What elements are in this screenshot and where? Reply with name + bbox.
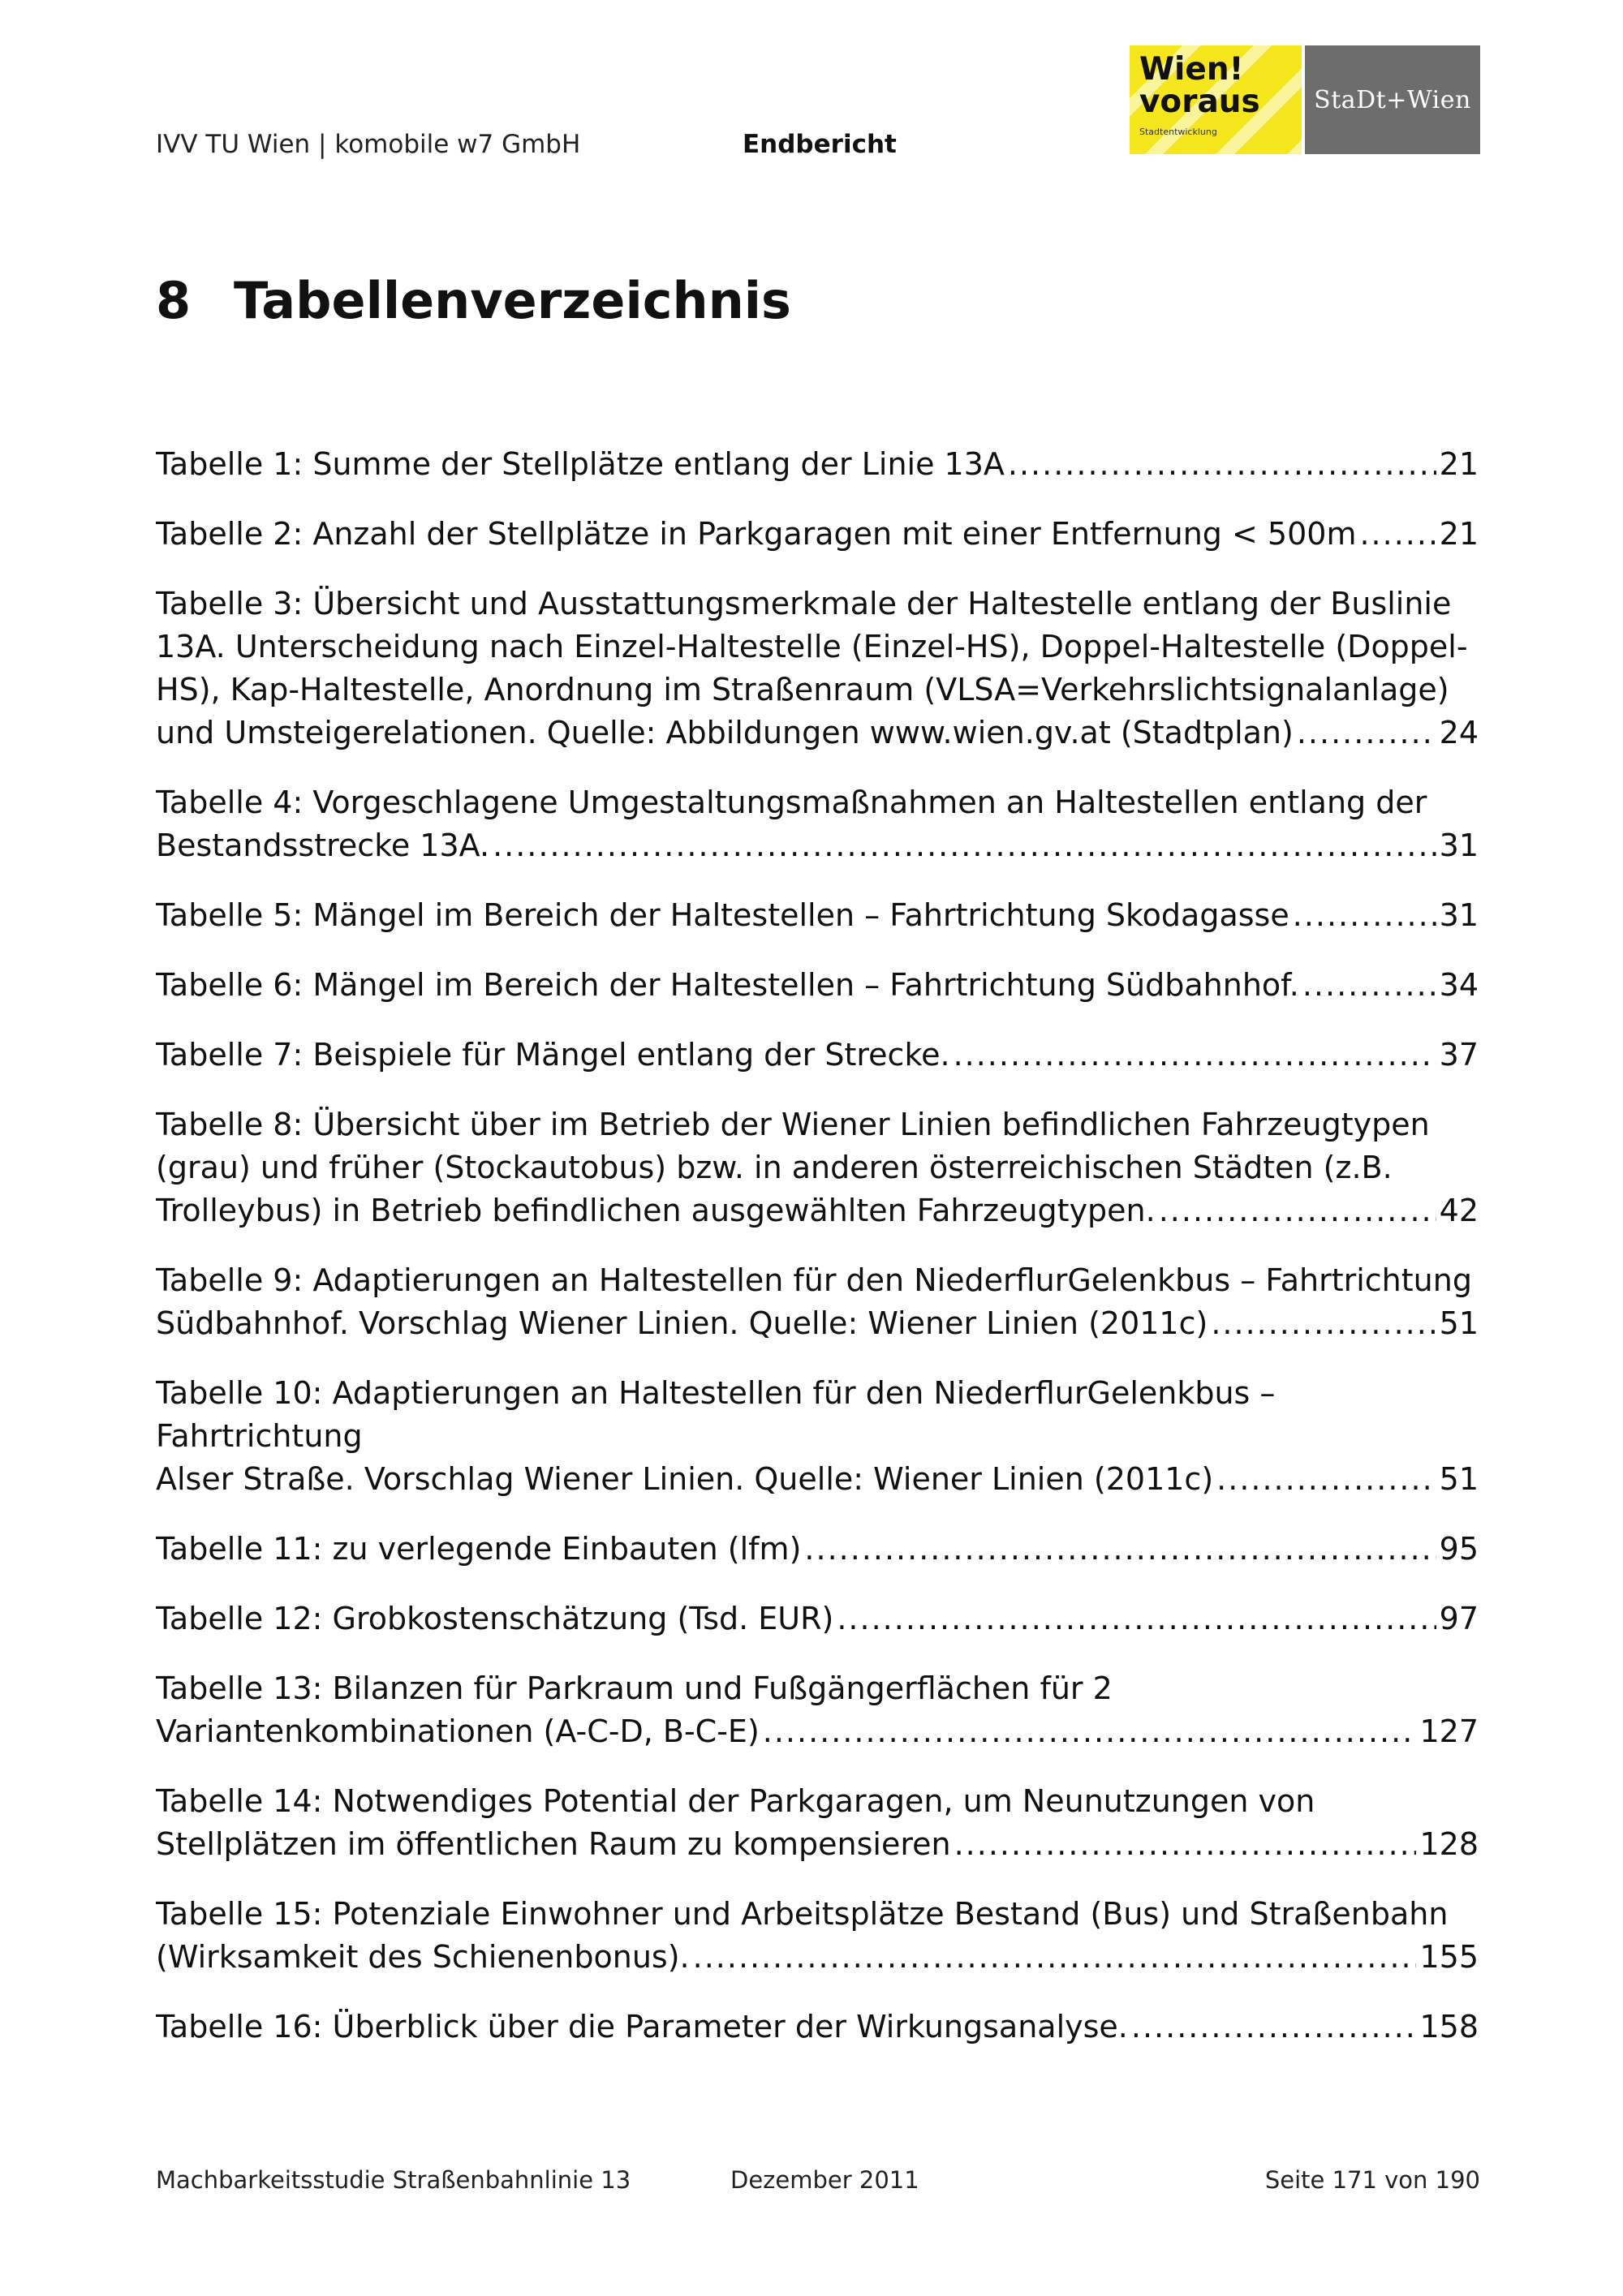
toc-leader-dots	[1008, 443, 1436, 486]
toc-entry[interactable]	[156, 1528, 1479, 1571]
toc-entry-text: Trolleybus) in Betrieb befindlichen ausgewählten Fahrzeugtypen.	[156, 1193, 1156, 1228]
toc-entry[interactable]	[156, 1667, 1479, 1753]
footer-page-number: Seite 171 von 190	[1264, 2166, 1480, 2194]
toc-leader-dots	[1302, 964, 1436, 1007]
logo-wien-line1: Wien!	[1139, 51, 1244, 88]
toc-entry-last-line	[156, 1528, 1479, 1571]
toc-leader-dots	[1211, 1302, 1436, 1345]
toc-leader-dots	[1359, 513, 1436, 556]
logo-wien-line2: voraus	[1139, 84, 1260, 120]
toc-entry-line: Tabelle 14: Notwendiges Potential der Parkgaragen, um Neunutzungen von	[156, 1783, 1315, 1819]
toc-entry[interactable]	[156, 1597, 1479, 1640]
toc-entry[interactable]	[156, 1893, 1479, 1979]
footer-date: Dezember 2011	[730, 2166, 919, 2194]
toc-entry-last-line	[156, 712, 1479, 755]
toc-page-number: 128	[1419, 1826, 1479, 1862]
toc-entry-line: HS), Kap-Haltestelle, Anordnung im Straßenraum (VLSA=Verkehrslichtsignalanlage)	[156, 672, 1449, 707]
toc-leader-dots	[954, 1034, 1436, 1077]
toc-entry[interactable]	[156, 1034, 1479, 1077]
toc-entry-line: Tabelle 13: Bilanzen für Parkraum und Fußgängerflächen für 2	[156, 1670, 1113, 1706]
toc-entry-last-line	[156, 824, 1479, 867]
toc-page-number: 158	[1419, 2009, 1479, 2044]
toc-leader-dots	[1293, 894, 1436, 937]
toc-page-number: 31	[1439, 897, 1479, 933]
toc-entry[interactable]	[156, 964, 1479, 1007]
toc-page-number: 97	[1439, 1601, 1479, 1636]
toc-entry-line: Tabelle 9: Adaptierungen an Haltestellen für den NiederflurGelenkbus – Fahrtrichtung	[156, 1262, 1472, 1298]
toc-leader-dots	[1216, 1458, 1436, 1501]
logo-wien-line3: Stadtentwicklung	[1139, 127, 1217, 137]
toc-entry-last-line	[156, 443, 1479, 486]
toc-entry[interactable]	[156, 1259, 1479, 1345]
toc-entry[interactable]	[156, 781, 1479, 867]
toc-leader-dots	[493, 824, 1436, 867]
toc-page-number: 127	[1419, 1713, 1479, 1749]
toc-entry-line: (grau) und früher (Stockautobus) bzw. in anderen österreichischen Städten (z.B.	[156, 1150, 1393, 1185]
toc-entry-last-line	[156, 513, 1479, 556]
toc-entry-last-line	[156, 1458, 1479, 1501]
toc-entry-text: Tabelle 2: Anzahl der Stellplätze in Parkgaragen mit einer Entfernung < 500m	[156, 516, 1357, 552]
toc-entry-text: Tabelle 1: Summe der Stellplätze entlang der Linie 13A	[156, 446, 1005, 482]
toc-entry-text: Bestandsstrecke 13A.	[156, 828, 490, 863]
toc-entry[interactable]	[156, 1103, 1479, 1232]
toc-entry[interactable]	[156, 513, 1479, 556]
toc-leader-dots	[693, 1936, 1417, 1979]
toc-entry-last-line	[156, 1189, 1479, 1232]
toc-leader-dots	[954, 1823, 1417, 1866]
toc-entry[interactable]	[156, 2006, 1479, 2049]
toc-page-number: 51	[1439, 1461, 1479, 1497]
toc-page-number: 21	[1439, 446, 1479, 482]
toc-entry-last-line	[156, 1823, 1479, 1866]
logo-stadt-text: StaDt+Wien	[1314, 85, 1471, 114]
toc-entry-text: Tabelle 16: Überblick über die Parameter der Wirkungsanalyse.	[156, 2009, 1128, 2044]
toc-page-number: 21	[1439, 516, 1479, 552]
toc-leader-dots	[1159, 1189, 1436, 1232]
toc-entry-last-line	[156, 1710, 1479, 1753]
toc-entry-last-line	[156, 1936, 1479, 1979]
toc-entry[interactable]	[156, 1780, 1479, 1866]
toc-entry-text: (Wirksamkeit des Schienenbonus).	[156, 1939, 690, 1975]
toc-entry-last-line	[156, 964, 1479, 1007]
toc-entry[interactable]	[156, 894, 1479, 937]
toc-entry-text: Alser Straße. Vorschlag Wiener Linien. Quelle: Wiener Linien (2011c)	[156, 1461, 1214, 1497]
toc-leader-dots	[804, 1528, 1436, 1571]
toc-entry[interactable]	[156, 443, 1479, 486]
toc-entry-line: 13A. Unterscheidung nach Einzel-Haltestelle (Einzel-HS), Doppel-Haltestelle (Doppel-	[156, 629, 1468, 664]
toc-entry-text: Tabelle 11: zu verlegende Einbauten (lfm)	[156, 1531, 802, 1567]
toc-entry-text: Südbahnhof. Vorschlag Wiener Linien. Quelle: Wiener Linien (2011c)	[156, 1305, 1208, 1341]
toc-entry-text: und Umsteigerelationen. Quelle: Abbildungen www.wien.gv.at (Stadtplan)	[156, 715, 1294, 750]
toc-entry-line: Tabelle 8: Übersicht über im Betrieb der Wiener Linien befindlichen Fahrzeugtypen	[156, 1107, 1430, 1142]
toc-leader-dots	[837, 1597, 1436, 1640]
toc-page-number: 155	[1419, 1939, 1479, 1975]
toc-entry-text: Tabelle 7: Beispiele für Mängel entlang der Strecke.	[156, 1037, 950, 1073]
toc-page-number: 31	[1439, 828, 1479, 863]
toc-entry-last-line	[156, 894, 1479, 937]
toc-entry-text: Tabelle 12: Grobkostenschätzung (Tsd. EUR)	[156, 1601, 834, 1636]
toc-entry-text: Tabelle 5: Mängel im Bereich der Haltestellen – Fahrtrichtung Skodagasse	[156, 897, 1289, 933]
toc-leader-dots	[1131, 2006, 1417, 2049]
toc-entry-last-line	[156, 2006, 1479, 2049]
toc-entry-last-line	[156, 1597, 1479, 1640]
toc-entry[interactable]	[156, 583, 1479, 755]
header-report-type: Endbericht	[743, 130, 897, 159]
stadt-wien-logo	[1305, 45, 1480, 154]
toc-entry-last-line	[156, 1034, 1479, 1077]
toc-page-number: 34	[1439, 967, 1479, 1003]
toc-entry-text: Stellplätzen im öffentlichen Raum zu kompensieren	[156, 1826, 951, 1862]
wien-voraus-logo	[1130, 45, 1302, 154]
toc-entry-line: Tabelle 15: Potenziale Einwohner und Arbeitsplätze Bestand (Bus) und Straßenbahn	[156, 1896, 1449, 1932]
toc-entry-text: Tabelle 6: Mängel im Bereich der Haltestellen – Fahrtrichtung Südbahnhof.	[156, 967, 1299, 1003]
chapter-number: 8	[156, 271, 192, 330]
toc-entry-text: Variantenkombinationen (A-C-D, B-C-E)	[156, 1713, 760, 1749]
toc-leader-dots	[763, 1710, 1417, 1753]
toc-page-number: 37	[1439, 1037, 1479, 1073]
table-of-tables	[156, 443, 1479, 2075]
toc-entry[interactable]	[156, 1372, 1479, 1501]
toc-entry-line: Tabelle 4: Vorgeschlagene Umgestaltungsmaßnahmen an Haltestellen entlang der	[156, 785, 1427, 820]
toc-entry-line: Tabelle 10: Adaptierungen an Haltestellen für den NiederflurGelenkbus – Fahrtrichtung	[156, 1375, 1276, 1454]
footer-study-title: Machbarkeitsstudie Straßenbahnlinie 13	[156, 2166, 631, 2194]
chapter-title-text: Tabellenverzeichnis	[234, 271, 791, 330]
toc-page-number: 95	[1439, 1531, 1479, 1567]
toc-page-number: 24	[1439, 715, 1479, 750]
toc-page-number: 51	[1439, 1305, 1479, 1341]
chapter-title	[156, 271, 791, 330]
toc-leader-dots	[1297, 712, 1436, 755]
toc-entry-line: Tabelle 3: Übersicht und Ausstattungsmerkmale der Haltestelle entlang der Buslinie	[156, 586, 1452, 621]
toc-entry-last-line	[156, 1302, 1479, 1345]
header-authors: IVV TU Wien | komobile w7 GmbH	[156, 130, 581, 159]
toc-page-number: 42	[1439, 1193, 1479, 1228]
